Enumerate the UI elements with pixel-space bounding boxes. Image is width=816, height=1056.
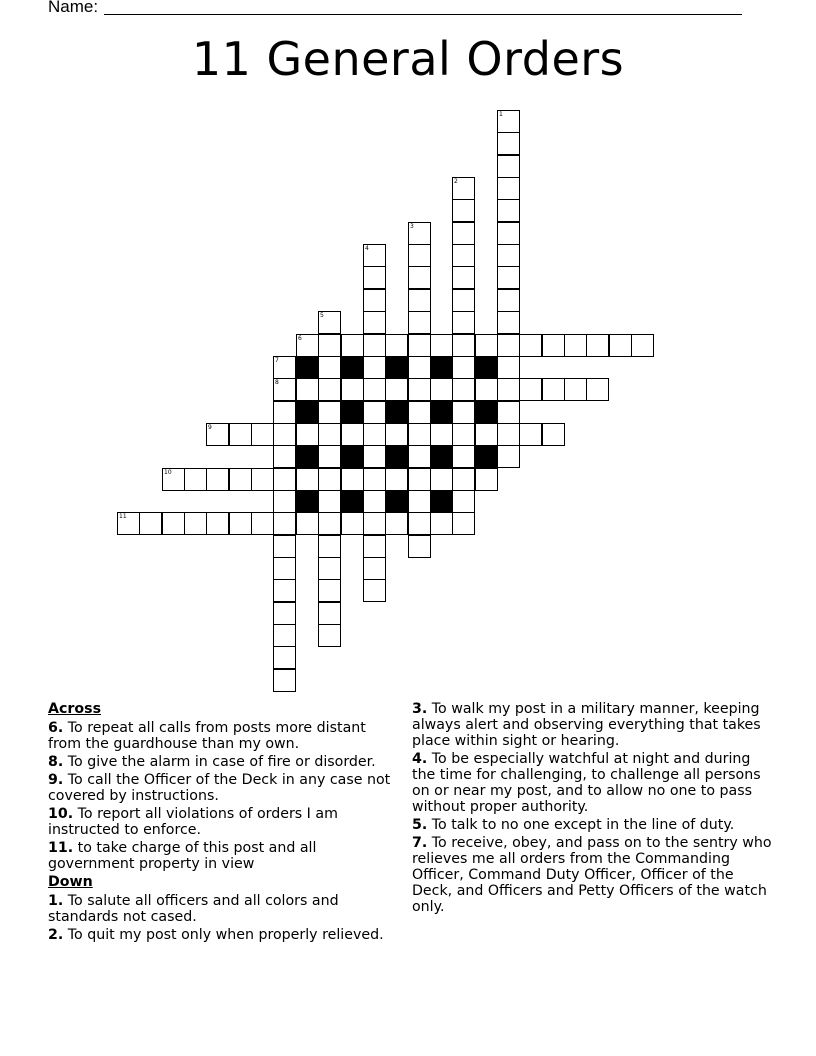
crossword-cell[interactable]	[318, 624, 341, 647]
crossword-cell[interactable]	[273, 512, 296, 535]
crossword-cell[interactable]	[452, 378, 475, 401]
crossword-cell[interactable]	[318, 490, 341, 513]
clue-text: To repeat all calls from posts more distant from the guardhouse than my own.	[48, 720, 366, 752]
crossword-cell[interactable]	[117, 512, 140, 535]
cell-number: 10	[164, 469, 172, 476]
crossword-cell[interactable]	[497, 423, 520, 446]
crossword-cell[interactable]	[475, 334, 498, 357]
crossword-cell[interactable]	[363, 378, 386, 401]
clue-number: 4.	[412, 751, 428, 767]
clue-down-7	[412, 835, 777, 915]
crossword-cell[interactable]	[229, 423, 252, 446]
crossword-cell[interactable]	[519, 334, 542, 357]
crossword-cell[interactable]	[408, 356, 431, 379]
crossword-cell[interactable]	[296, 378, 319, 401]
clue-number: 1.	[48, 893, 64, 909]
crossword-cell[interactable]	[452, 356, 475, 379]
cell-number: 3	[410, 223, 414, 230]
crossword-cell[interactable]	[475, 378, 498, 401]
crossword-cell[interactable]	[452, 490, 475, 513]
black-square	[341, 356, 364, 379]
crossword-cell[interactable]	[497, 244, 520, 267]
crossword-cell[interactable]	[408, 401, 431, 424]
clue-number: 9.	[48, 772, 64, 788]
crossword-cell[interactable]	[206, 423, 229, 446]
crossword-cell[interactable]	[609, 334, 632, 357]
clue-text: To talk to no one except in the line of duty.	[431, 817, 735, 833]
crossword-cell[interactable]	[385, 468, 408, 491]
clue-text: To give the alarm in case of fire or disorder.	[67, 754, 376, 770]
crossword-cell[interactable]	[363, 557, 386, 580]
crossword-cell[interactable]	[318, 579, 341, 602]
crossword-cell[interactable]	[408, 535, 431, 558]
crossword-cell[interactable]	[318, 401, 341, 424]
crossword-cell[interactable]	[497, 155, 520, 178]
crossword-cell[interactable]	[318, 334, 341, 357]
black-square	[296, 445, 319, 468]
crossword-cell[interactable]	[586, 334, 609, 357]
crossword-cell[interactable]	[363, 423, 386, 446]
cell-number: 2	[454, 178, 458, 185]
crossword-cell[interactable]	[385, 423, 408, 446]
crossword-cell[interactable]	[452, 468, 475, 491]
crossword-cell[interactable]	[452, 222, 475, 245]
crossword-cell[interactable]	[497, 378, 520, 401]
crossword-cell[interactable]	[296, 512, 319, 535]
clue-number: 11.	[48, 840, 74, 856]
crossword-cell[interactable]	[408, 311, 431, 334]
black-square	[475, 356, 498, 379]
clue-number: 7.	[412, 835, 428, 851]
crossword-cell[interactable]	[318, 378, 341, 401]
crossword-cell[interactable]	[452, 199, 475, 222]
crossword-cell[interactable]	[162, 468, 185, 491]
crossword-cell[interactable]	[497, 401, 520, 424]
crossword-cell[interactable]	[542, 378, 565, 401]
crossword-cell[interactable]	[296, 468, 319, 491]
cell-number: 4	[365, 245, 369, 252]
crossword-cell[interactable]	[318, 535, 341, 558]
cell-number: 11	[119, 513, 127, 520]
clue-text: to take charge of this post and all government property in view	[48, 840, 317, 872]
crossword-cell[interactable]	[497, 356, 520, 379]
crossword-cell[interactable]	[430, 468, 453, 491]
crossword-cell[interactable]	[363, 311, 386, 334]
clue-across-11	[48, 840, 398, 872]
crossword-cell[interactable]	[273, 557, 296, 580]
crossword-cell[interactable]	[519, 423, 542, 446]
crossword-cell[interactable]	[430, 512, 453, 535]
crossword-cell[interactable]	[497, 289, 520, 312]
crossword-cell[interactable]	[497, 266, 520, 289]
crossword-cell[interactable]	[430, 423, 453, 446]
crossword-cell[interactable]	[363, 401, 386, 424]
black-square	[385, 356, 408, 379]
crossword-cell[interactable]	[452, 244, 475, 267]
crossword-cell[interactable]	[408, 266, 431, 289]
crossword-cell[interactable]	[251, 468, 274, 491]
clue-number: 6.	[48, 720, 64, 736]
crossword-cell[interactable]	[497, 222, 520, 245]
black-square	[475, 401, 498, 424]
crossword-cell[interactable]	[363, 535, 386, 558]
crossword-cell[interactable]	[408, 334, 431, 357]
crossword-cell[interactable]	[497, 334, 520, 357]
crossword-cell[interactable]	[363, 334, 386, 357]
crossword-cell[interactable]	[430, 334, 453, 357]
crossword-cell[interactable]	[408, 222, 431, 245]
cell-number: 9	[208, 424, 212, 431]
crossword-cell[interactable]	[452, 512, 475, 535]
crossword-cell[interactable]	[251, 512, 274, 535]
crossword-cell[interactable]	[184, 512, 207, 535]
black-square	[296, 490, 319, 513]
cell-number: 1	[499, 111, 503, 118]
clue-text: To call the Officer of the Deck in any case not covered by instructions.	[48, 772, 391, 804]
crossword-cell[interactable]	[318, 311, 341, 334]
crossword-cell[interactable]	[363, 445, 386, 468]
crossword-cell[interactable]	[408, 423, 431, 446]
page-title: 11 General Orders	[191, 32, 625, 86]
crossword-cell[interactable]	[318, 356, 341, 379]
clue-number: 10.	[48, 806, 74, 822]
crossword-cell[interactable]	[273, 602, 296, 625]
clue-text: To report all violations of orders I am instructed to enforce.	[48, 806, 338, 838]
crossword-cell[interactable]	[162, 512, 185, 535]
crossword-cell[interactable]	[408, 244, 431, 267]
crossword-cell[interactable]	[273, 646, 296, 669]
crossword-cell[interactable]	[564, 334, 587, 357]
crossword-cell[interactable]	[341, 423, 364, 446]
crossword-cell[interactable]	[206, 512, 229, 535]
crossword-cell[interactable]	[318, 423, 341, 446]
black-square	[296, 401, 319, 424]
crossword-cell[interactable]	[363, 356, 386, 379]
clue-number: 8.	[48, 754, 64, 770]
crossword-cell[interactable]	[273, 378, 296, 401]
clue-text: To salute all officers and all colors and standards not cased.	[48, 893, 339, 925]
black-square	[341, 445, 364, 468]
crossword-cell[interactable]	[318, 602, 341, 625]
clue-down-3	[412, 701, 777, 749]
crossword-cell[interactable]	[408, 468, 431, 491]
crossword-cell[interactable]	[363, 579, 386, 602]
clue-number: 2.	[48, 927, 64, 943]
crossword-cell[interactable]	[363, 490, 386, 513]
clue-across-10	[48, 806, 398, 838]
crossword-cell[interactable]	[497, 311, 520, 334]
crossword-cell[interactable]	[363, 468, 386, 491]
crossword-cell[interactable]	[296, 423, 319, 446]
crossword-cell[interactable]	[385, 378, 408, 401]
clue-text: To be especially watchful at night and during the time for challenging, to challenge all persons on or near my post, and to allow no one to pass without proper authority.	[412, 751, 761, 815]
crossword-cell[interactable]	[497, 445, 520, 468]
crossword-cell[interactable]	[273, 423, 296, 446]
clue-text: To receive, obey, and pass on to the sentry who relieves me all orders from the Commanding Officer, Command Duty Officer, Officer of the Deck, and Officers and Petty Officers of the watch only.	[412, 835, 772, 915]
crossword-cell[interactable]	[341, 334, 364, 357]
black-square	[385, 490, 408, 513]
crossword-cell[interactable]	[452, 445, 475, 468]
crossword-cell[interactable]	[363, 512, 386, 535]
crossword-cell[interactable]	[184, 468, 207, 491]
crossword-cell[interactable]	[318, 468, 341, 491]
black-square	[430, 490, 453, 513]
crossword-cell[interactable]	[318, 445, 341, 468]
crossword-cell[interactable]	[408, 445, 431, 468]
crossword-cell[interactable]	[273, 579, 296, 602]
crossword-cell[interactable]	[273, 490, 296, 513]
crossword-cell[interactable]	[497, 177, 520, 200]
name-label: Name:	[48, 0, 99, 16]
clues-left-column	[48, 701, 398, 945]
crossword-cell[interactable]	[273, 468, 296, 491]
clues-right-column	[412, 701, 777, 917]
crossword-cell[interactable]	[408, 289, 431, 312]
crossword-cell[interactable]	[586, 378, 609, 401]
crossword-cell[interactable]	[631, 334, 654, 357]
crossword-cell[interactable]	[452, 401, 475, 424]
black-square	[430, 401, 453, 424]
crossword-cell[interactable]	[273, 401, 296, 424]
crossword-cell[interactable]	[430, 378, 453, 401]
crossword-cell[interactable]	[363, 244, 386, 267]
crossword-cell[interactable]	[452, 266, 475, 289]
crossword-cell[interactable]	[251, 423, 274, 446]
crossword-cell[interactable]	[363, 289, 386, 312]
black-square	[430, 445, 453, 468]
crossword-cell[interactable]	[452, 177, 475, 200]
crossword-cell[interactable]	[273, 624, 296, 647]
crossword-cell[interactable]	[408, 378, 431, 401]
clue-across-8	[48, 754, 398, 770]
crossword-cell[interactable]	[206, 468, 229, 491]
crossword-cell[interactable]	[273, 669, 296, 692]
crossword-cell[interactable]	[139, 512, 162, 535]
clue-down-5	[412, 817, 777, 833]
crossword-cell[interactable]	[341, 378, 364, 401]
black-square	[385, 401, 408, 424]
crossword-cell[interactable]	[296, 334, 319, 357]
cell-number: 7	[275, 357, 279, 364]
clue-number: 3.	[412, 701, 428, 717]
clue-text: To walk my post in a military manner, keeping always alert and observing everything that takes place within sight or hearing.	[412, 701, 761, 749]
crossword-cell[interactable]	[229, 468, 252, 491]
clue-across-6	[48, 720, 398, 752]
clue-text: To quit my post only when properly relieved.	[67, 927, 384, 943]
black-square	[341, 401, 364, 424]
black-square	[430, 356, 453, 379]
crossword-cell[interactable]	[341, 512, 364, 535]
crossword-cell[interactable]	[542, 334, 565, 357]
crossword-cell[interactable]	[497, 199, 520, 222]
crossword-cell[interactable]	[452, 423, 475, 446]
crossword-cell[interactable]	[408, 490, 431, 513]
crossword-cell[interactable]	[475, 423, 498, 446]
across-heading: Across	[48, 701, 102, 717]
crossword-cell[interactable]	[564, 378, 587, 401]
crossword-cell[interactable]	[341, 468, 364, 491]
down-heading: Down	[48, 874, 93, 890]
black-square	[296, 356, 319, 379]
crossword-cell[interactable]	[273, 445, 296, 468]
crossword-cell[interactable]	[273, 535, 296, 558]
crossword-cell[interactable]	[273, 356, 296, 379]
crossword-cell[interactable]	[497, 132, 520, 155]
crossword-cell[interactable]	[229, 512, 252, 535]
clue-down-4	[412, 751, 777, 815]
crossword-cell[interactable]	[519, 378, 542, 401]
crossword-cell[interactable]	[385, 512, 408, 535]
black-square	[341, 490, 364, 513]
black-square	[475, 445, 498, 468]
clue-across-9	[48, 772, 398, 804]
black-square	[385, 445, 408, 468]
crossword-cell[interactable]	[452, 289, 475, 312]
crossword-cell[interactable]	[318, 512, 341, 535]
crossword-cell[interactable]	[542, 423, 565, 446]
clue-down-1	[48, 893, 398, 925]
clue-number: 5.	[412, 817, 428, 833]
crossword-cell[interactable]	[385, 334, 408, 357]
crossword-cell[interactable]	[497, 110, 520, 133]
crossword-cell[interactable]	[318, 557, 341, 580]
cell-number: 8	[275, 379, 279, 386]
crossword-cell[interactable]	[452, 334, 475, 357]
cell-number: 5	[320, 312, 324, 319]
crossword-cell[interactable]	[408, 512, 431, 535]
crossword-cell[interactable]	[452, 311, 475, 334]
clue-down-2	[48, 927, 398, 943]
cell-number: 6	[298, 335, 302, 342]
crossword-cell[interactable]	[475, 468, 498, 491]
crossword-cell[interactable]	[363, 266, 386, 289]
